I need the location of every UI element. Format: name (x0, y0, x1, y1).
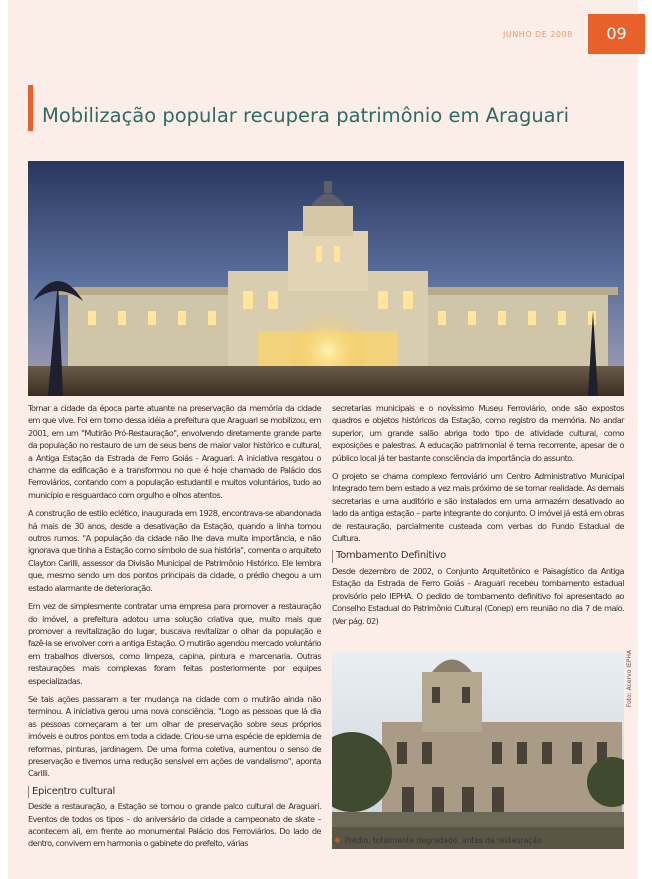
photo-credit: Foto: Acervo IEPHA (626, 650, 633, 708)
paragraph: Tornar a cidade da época parte atuante na preservação da memória da cidade em que vive. Foi em torno dessa idéia a prefeitura que Araguari se mobilizou, em 2001, em um "Mutirão Pró-Restauração", envolvendo diretamente grande parte da população no restauro de um de seus bens de maior valor histórico e cultural, a Antiga Estação da Estrada de Ferro Goiás - Araguari. A iniciativa resgatou o charme da edificação e a transformou no que é hoje chamado de Palácio dos Ferroviários, contando com a população estudantil e muitos voluntários, tudo ao município e resguardaco com orgulho e olhos atentos. (28, 403, 321, 500)
paragraph: Em vez de simplesmente contratar uma empresa para promover a restauração do imóvel, a prefeitura adotou uma solução criativa que, muito mais que promover a revitalização do lugar, buscava revitalizar o olhar da população e fazê-la se envolver com a antiga Estação. O mutirão agendou mercado voluntário em trabalhos diversos, como limpeza, capina, pintura e marcenaria. Outras restaurações mais complexas foram feitas posteriormente por equipes especializadas. (28, 601, 321, 686)
article-right-column (332, 402, 624, 633)
paragraph: Desde a restauração, a Estação se tornou o grande palco cultural de Araguari. Eventos de todos os tipos – do aniversário da cidade a campeonato de skate – acontecem ali, em frente ao monumental Palácio dos Ferroviários. Do lado de dentro, convivem em harmonia o gabinete do prefeito, várias (28, 801, 321, 849)
paragraph: secretarias municipais e o novíssimo Museu Ferroviário, onde são expostos quadros e objetos históricos da Estação, como registro da memória. No andar superior, um grande salão abriga todo tipo de atividade cultural, como exposições e palestras. A educação patrimonial é tema recorrente, apesar de o público local já ter bastante consciência da importância do assunto. (332, 403, 624, 463)
caption-text: Prédio, totalmente degradado, antes da restauração (344, 836, 542, 845)
article-title: Mobilização popular recupera patrimônio em Araguari (42, 104, 570, 127)
issue-date: JUNHO DE 2008 (503, 30, 573, 39)
page-number: 09 (588, 14, 645, 54)
subheading-epicentro: Epicentro cultural (28, 786, 321, 798)
paragraph: A construção de estilo eclético, inaugurada em 1928, encontrava-se abandonada há mais de 30 anos, desde a desativação da Estação, quando a linha tomou outros rumos. "A população da cidade não lhe dava muita importância, e não ignorava que tinha a Estação como símbolo de sua história", comenta o arquiteto Clayton Carilli, assessor da Divisão Municipal de Patrimônio Histórico. Ele lembra que, mesmo sendo um dos pontos principais da cidade, o prédio chegou a um estado alarmante de deterioração. (28, 508, 321, 593)
article-left-column (28, 402, 321, 856)
paragraph: Se tais ações passaram a ter mudança na cidade com o mutirão ainda não terminou. A iniciativa gerou uma nova consciência. "Logo as pessoas que lá dia as pessoas começaram a ter um olhar de preservação sobre seus próprios imóveis e outros pontos em toda a cidade. Criou-se uma espécie de epidemia de reformas, pinturas, jardinagem. De uma forma coletiva, aumentou o senso de preservação e tivemos uma redução sensível em ações de vandalismo", aponta Carilli. (28, 693, 321, 779)
paragraph: Desde dezembro de 2002, o Conjunto Arquitetônico e Paisagístico da Antiga Estação da Estrada de Ferro Goiás - Araguari recebeu tombamento estadual provisório pelo IEPHA. O pedido de tombamento definitivo foi apresentado ao Conselho Estadual do Patrimônio Cultural (Conep) em reunião no dia 7 de maio. (Ver pág. 02) (332, 565, 624, 626)
caption-marker-icon: ❖ (334, 836, 341, 845)
subheading-tombamento: Tombamento Definitivo (332, 550, 624, 562)
hero-photo-station-night (28, 161, 624, 396)
photo-caption (334, 836, 542, 845)
title-accent-bar (28, 85, 33, 131)
photo-degraded-building (332, 652, 624, 849)
paragraph: O projeto se chama complexo ferroviário um Centro Administrativo Municipal Integrado tem bem estado a vez mais próximo de se tornar realidade. As demais secretarias e uma auditório e são instalados em uma armazém desativado ao lado da antiga estação – parte integrante do conjunto. O imóvel já está em obras de restauração, parcialmente custeada com verbas do Fundo Estadual de Cultura. (332, 471, 624, 544)
